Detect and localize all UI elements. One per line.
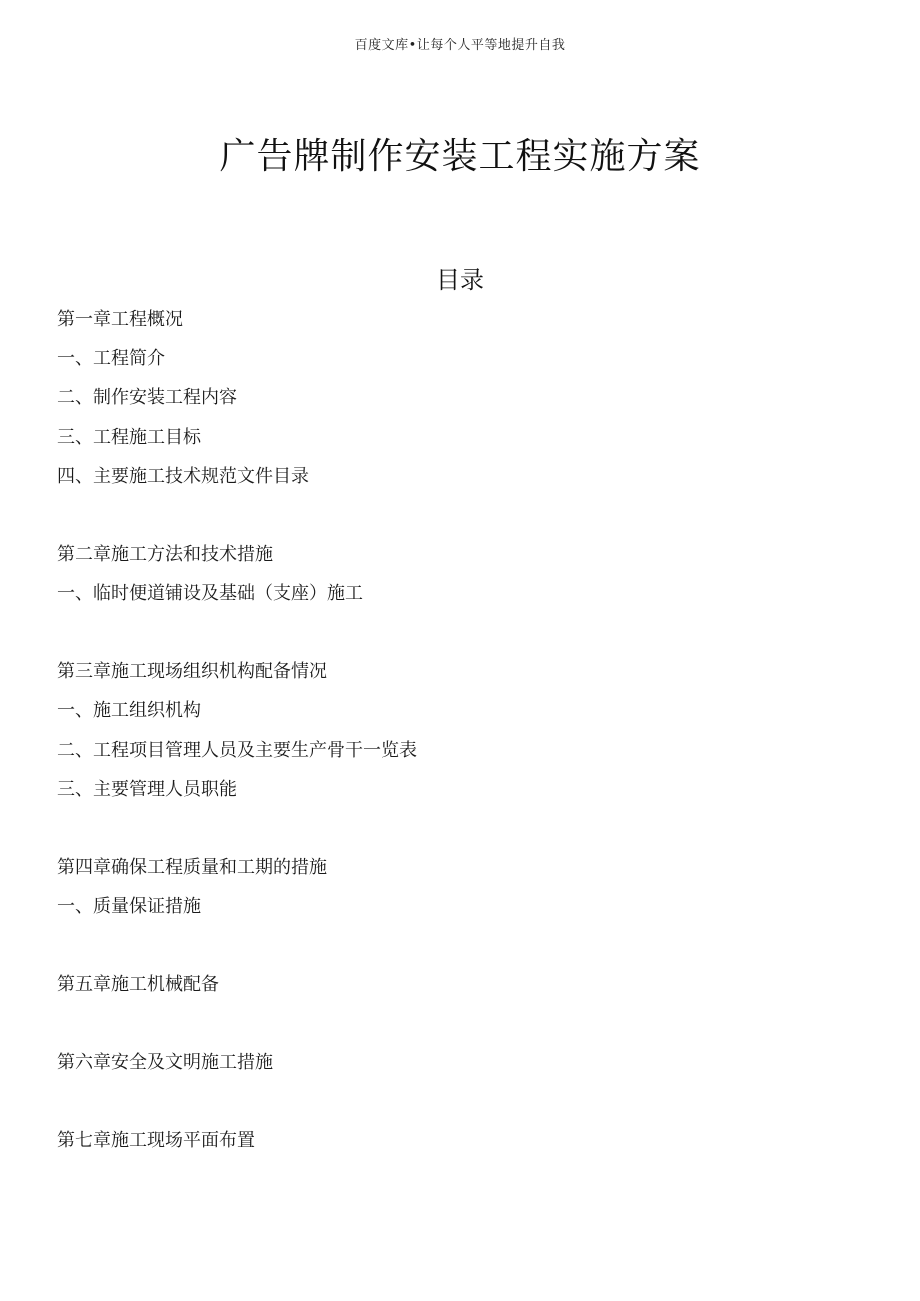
- toc-item: 一、临时便道铺设及基础（支座）施工: [57, 583, 363, 604]
- toc-chapter-2: 第二章施工方法和技术措施: [57, 544, 273, 565]
- toc-item: 三、工程施工目标: [57, 427, 201, 448]
- toc-item: 四、主要施工技术规范文件目录: [57, 466, 309, 487]
- toc-item: 三、主要管理人员职能: [57, 779, 237, 800]
- toc-chapter-4: 第四章确保工程质量和工期的措施: [57, 857, 327, 878]
- document-title: 广告牌制作安装工程实施方案: [219, 136, 701, 177]
- page-header: 百度文库•让每个人平等地提升自我: [354, 38, 566, 53]
- toc-chapter-5: 第五章施工机械配备: [57, 974, 219, 995]
- toc-chapter-3: 第三章施工现场组织机构配备情况: [57, 661, 327, 682]
- toc-chapter-1: 第一章工程概况: [57, 309, 183, 330]
- toc-heading: 目录: [436, 266, 484, 294]
- toc-item: 一、工程简介: [57, 348, 165, 369]
- toc-chapter-7: 第七章施工现场平面布置: [57, 1130, 255, 1151]
- toc-item: 一、施工组织机构: [57, 700, 201, 721]
- toc-item: 二、工程项目管理人员及主要生产骨干一览表: [57, 740, 417, 761]
- toc-item: 二、制作安装工程内容: [57, 387, 237, 408]
- toc-item: 一、质量保证措施: [57, 896, 201, 917]
- toc-chapter-6: 第六章安全及文明施工措施: [57, 1052, 273, 1073]
